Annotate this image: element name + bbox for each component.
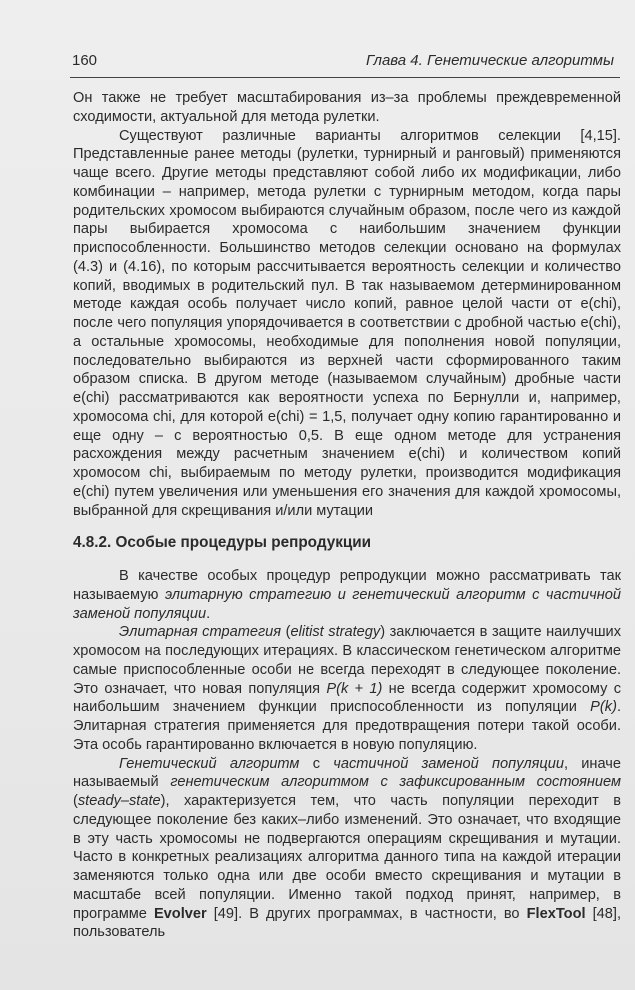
running-header	[72, 52, 620, 74]
paragraph-special-procedures: В качестве особых процедур репродукции можно рассматривать так называемую элитарную стратегию и генетический алгоритм с частичной заменой популяции.	[73, 568, 621, 622]
paragraph-continuation: Он также не требует масштабирования из–за проблемы преждевременной сходимости, актуальной для метода рулетки.	[73, 90, 621, 125]
body-text	[73, 89, 621, 942]
header-rule	[70, 77, 620, 78]
paragraph-steady-state: Генетический алгоритм с частичной заменой популяции, иначе называемый генетическим алгоритмом с зафиксированным состоянием (steady–state), характеризуется тем, что часть популяции переходит в следующее поколение без каких–либо изменений. Это означает, что входящие в эту часть хромосомы не подвергаются операциям скрещивания и мутации. Часто в конкретных реализациях алгоритма данного типа на каждой итерации заменяются только одна или две особи вместо скрещивания и мутации в масштабе всей популяции. Именно такой подход принят, например, в программе Evolver [49]. В других программах, в частности, во FlexTool [48], пользователь	[73, 755, 622, 941]
paragraph-selection-methods: Существуют различные варианты алгоритмов селекции [4,15]. Представленные ранее методы (рулетки, турнирный и ранговый) применяются чаще всего. Другие методы представляют собой либо их модификации, либо комбинации – например, метода рулетки с турнирным методом, когда пары родительских хромосом выбираются случайным образом, после чего из каждой пары выбирается хромосома с наибольшим значением функции приспособленности. Большинство методов селекции основано на формулах (4.3) и (4.16), по которым рассчитывается вероятность селекции и количество копий, вводимых в родительский пул. В так называемом детерминированном методе каждая особь получает число копий, равное целой части от e(chi), после чего популяция упорядочивается в соответствии с дробной частью e(chi), а остальные хромосомы, необходимые для пополнения новой популяции, последовательно выбираются из верхней части сформированного таким образом списка. В другом методе (называемом случайным) дробные части e(chi) рассматриваются как вероятности успеха по Бернулли и, например, хромосома chi, для которой e(chi) = 1,5, получает одну копию гарантированно и еще одну – с вероятностью 0,5. В еще одном методе для устранения расхождения между расчетным значением e(chi) и количеством копий хромосом chi, выбираемым по методу рулетки, производится модификация e(chi) путем увеличения или уменьшения его значения для каждой хромосомы, выбранной для скрещивания и/или мутации	[73, 127, 621, 519]
section-heading: 4.8.2. Особые процедуры репродукции	[73, 534, 372, 552]
page-number: 160	[72, 52, 98, 69]
paragraph-elitist-strategy: Элитарная стратегия (elitist strategy) заключается в защите наилучших хромосом на последующих итерациях. В классическом генетическом алгоритме самые приспособленные особи не всегда переходят в следующее поколение. Это означает, что новая популяция P(k + 1) не всегда содержит хромосому с наибольшим значением функции приспособленности из популяции P(k). Элитарная стратегия применяется для предотвращения потери такой особи. Эта особь гарантированно включается в новую популяцию.	[73, 624, 621, 753]
chapter-title: Глава 4. Генетические алгоритмы	[365, 52, 614, 69]
